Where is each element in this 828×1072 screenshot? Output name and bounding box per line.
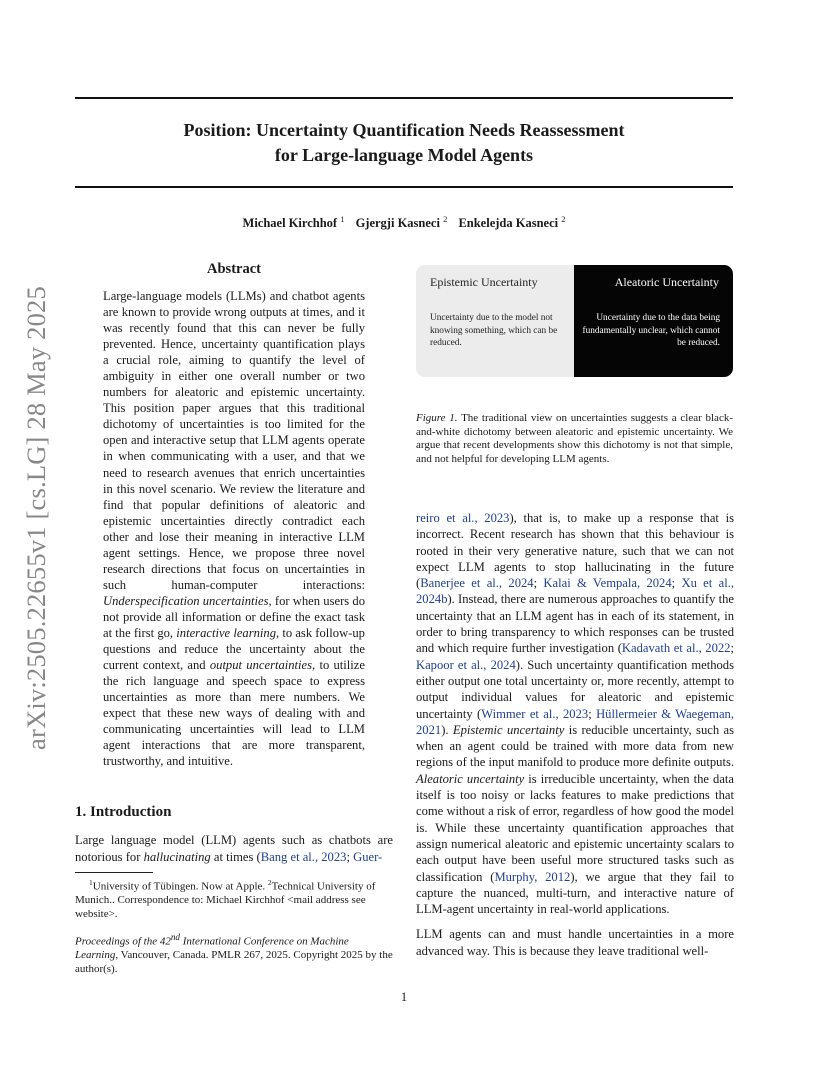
affiliation-mark: 1 — [340, 214, 345, 224]
paragraph: LLM agents can and must handle uncertainties in a more advanced way. This is because they leave traditional well- — [416, 927, 734, 958]
right-column-text — [416, 510, 734, 968]
proceedings-note: Proceedings of the 42nd International Conference on Machine Learning, Vancouver, Canada. PMLR 267, 2025. Copyright 2025 by the author(s). — [75, 932, 393, 975]
affiliation-mark: 2 — [561, 214, 566, 224]
citation-link[interactable]: Kadavath et al., 2022 — [621, 641, 731, 656]
citation-link[interactable]: Kalai & Vempala, 2024 — [543, 576, 672, 591]
introduction-text: Large language model (LLM) agents such as chatbots are notorious for hallucinating at times (Bang et al., 2023; Guer- — [75, 833, 393, 864]
epistemic-panel — [416, 265, 574, 377]
title-line-2: for Large-language Model Agents — [274, 145, 534, 165]
section-heading-introduction: 1. Introduction — [75, 804, 172, 820]
abstract-text: Large-language models (LLMs) and chatbot agents are known to provide wrong outputs at times, and it was recently found that this can never be fully prevented. Hence, uncertainty quantification plays a crucial role, aiming to quantify the level of ambiguity in either one overall number or two numbers for aleatoric and epistemic uncertainty. This position paper argues that this traditional dichotomy of uncertainties is too limited for the open and interactive setup that LLM agents operate in when communicating with a user, and that we need to research avenues that enrich uncertainties in this novel scenario. We review the literature and find that popular definitions of aleatoric and epistemic uncertainties directly contradict each other and lose their meaning in interactive LLM agent settings. Hence, we propose three novel research directions that focus on uncertainties in such human-computer interactions: Underspecification uncertainties, for when users do not provide all information or define the exact task at the first go, interactive learning, to ask follow-up questions and reduce the uncertainty about the current context, and output uncertainties, to utilize the rich language and speech space to express uncertainties as more than mere numbers. We expect that these new ways of dealing with and communicating uncertainties will lead to LLM agent interactions that are more transparent, trustworthy, and intuitive. — [103, 289, 365, 769]
arxiv-identifier-stamp: arXiv:2505.22655v1 [cs.LG] 28 May 2025 — [21, 286, 51, 750]
paper-title — [75, 118, 733, 168]
affiliation-footnote: $^1$University of Tübingen. Now at Apple. $^2$Technical University of Munich.. Correspondence to: Michael Kirchhof <mail address see website>. — [75, 878, 376, 920]
citation-link[interactable]: Bang et al., 2023 — [260, 849, 347, 864]
citation-link[interactable]: Banerjee et al., 2024 — [420, 576, 534, 591]
abstract-heading: Abstract — [207, 261, 261, 277]
figure-1-uncertainty-diagram — [416, 265, 733, 377]
epistemic-panel-description: Uncertainty due to the model not knowing something, which can be reduced. — [430, 313, 558, 349]
epistemic-panel-title: Epistemic Uncertainty — [430, 275, 538, 289]
title-rule-top — [75, 97, 733, 99]
author: Michael Kirchhof $^1$ — [242, 214, 345, 231]
citation-link[interactable]: Murphy, 2012 — [494, 869, 571, 884]
author: Gjergji Kasneci $^2$ — [355, 214, 448, 231]
aleatoric-panel-description: Uncertainty due to the data being fundamentally unclear, which cannot be reduced. — [582, 313, 720, 349]
title-rule-bottom — [75, 186, 733, 188]
citation-link[interactable]: Wimmer et al., 2023 — [481, 706, 589, 721]
author-list — [75, 214, 733, 231]
aleatoric-panel — [574, 265, 733, 377]
citation-link[interactable]: Xu et al., 2024b — [416, 576, 734, 607]
author: Enkelejda Kasneci $^2$ — [458, 214, 566, 231]
citation-link[interactable]: Guer- — [353, 849, 383, 864]
aleatoric-panel-title: Aleatoric Uncertainty — [614, 275, 719, 289]
citation-link[interactable]: Kapoor et al., 2024 — [416, 657, 516, 672]
citation-link[interactable]: Hüllermeier & Waegeman, 2021 — [416, 706, 734, 737]
citation-link[interactable]: reiro et al., 2023 — [416, 511, 510, 525]
paragraph: reiro et al., 2023), that is, to make up a response that is incorrect. Recent research has shown that this behaviour is rooted in their very generative nature, such that we can not expect LLM agents to stop hallucinating in the future (Banerjee et al., 2024; Kalai & Vempala, 2024; Xu et al., 2024b). Instead, there are numerous approaches to quantify the uncertainty that an LLM agent has in each of its statement, in order to bring transparency to which responses can be trusted and which require further investigation (Kadavath et al., 2022; Kapoor et al., 2024). Such uncertainty quantification methods either output one total uncertainty or, more recently, attempt to output individual values for aleatoric and epistemic uncertainty (Wimmer et al., 2023; Hüllermeier & Waegeman, 2021). Epistemic uncertainty is reducible uncertainty, such as when an agent could be trained with more data from new regions of the input manifold to produce more definite outputs. Aleatoric uncertainty is irreducible uncertainty, when the data itself is too noisy or lacks features to make predictions that come without a risk of error, regardless of how good the model is. While these uncertainty quantification approaches that assign numerical aleatoric and epistemic uncertainty scalars to each output have been useful more structured tasks such as classification (Murphy, 2012), we argue that they fail to capture the nuanced, multi-turn, and interactive nature of LLM-agent uncertainty in real-world applications. — [416, 511, 734, 917]
affiliation-mark: 2 — [443, 214, 448, 224]
footnote-rule — [75, 872, 153, 873]
figure-1-caption: Figure 1. The traditional view on uncertainties suggests a clear black-and-white dichotomy between aleatoric and epistemic uncertainty. We argue that recent developments show this dichotomy is not that simple, and not helpful for developing LLM agents. — [416, 412, 733, 465]
title-line-1: Position: Uncertainty Quantification Needs Reassessment — [183, 120, 625, 140]
page-number: 1 — [400, 990, 408, 1004]
